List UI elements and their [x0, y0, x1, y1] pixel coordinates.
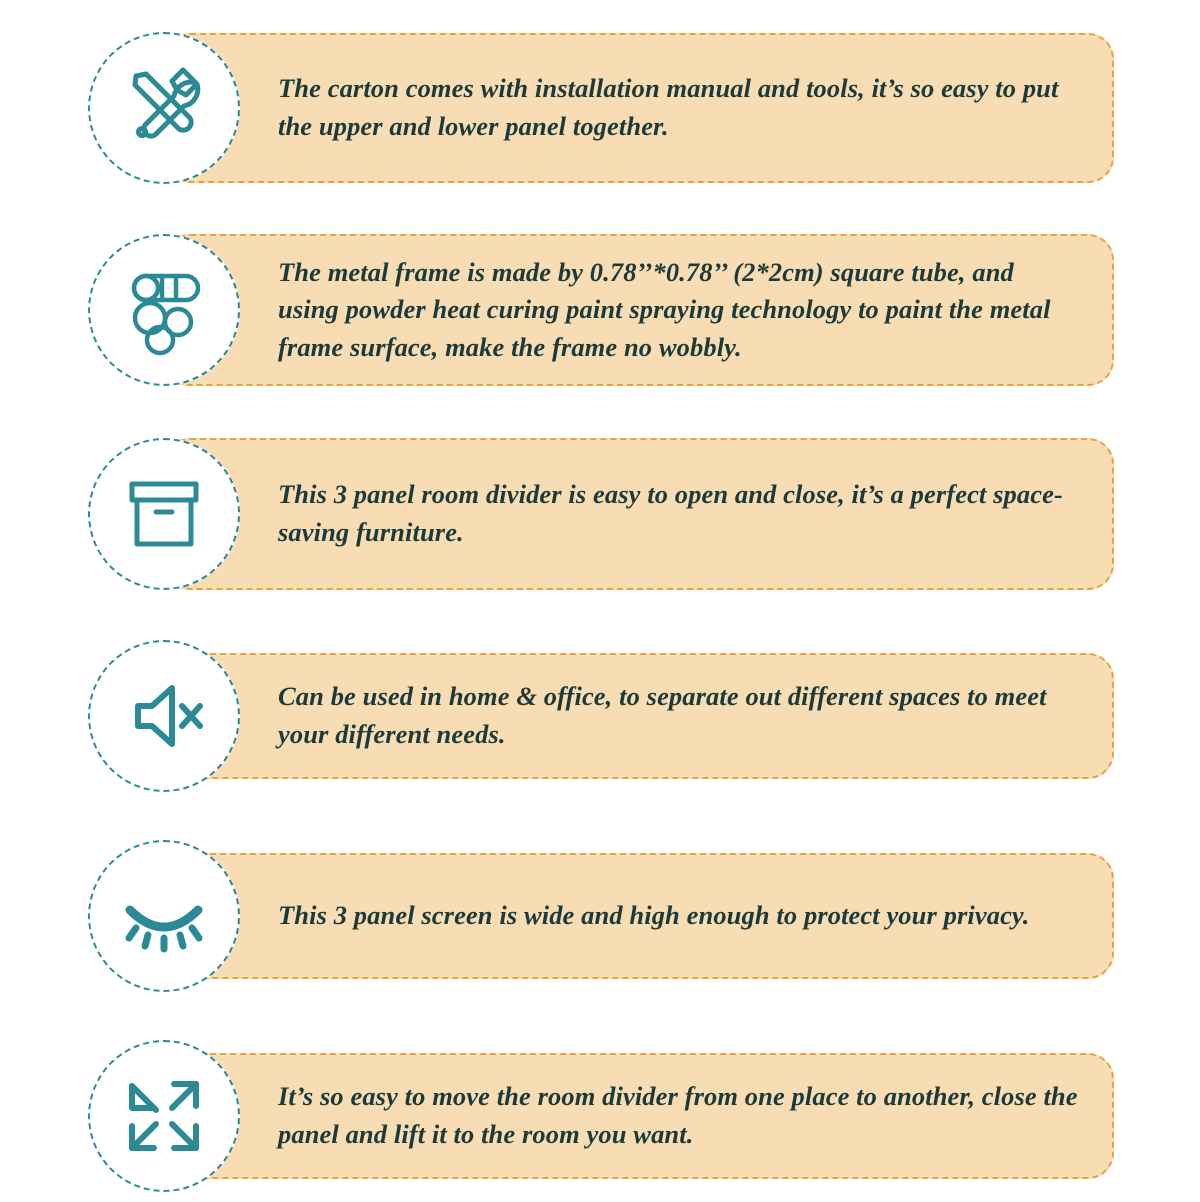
- folding-box-icon: [88, 438, 240, 590]
- mute-speaker-icon: [88, 640, 240, 792]
- feature-bubble: [164, 33, 1114, 183]
- feature-row: [0, 22, 1200, 194]
- feature-text: Can be used in home & office, to separate out different spaces to meet your different needs.: [278, 681, 1047, 749]
- feature-text: The metal frame is made by 0.78’’*0.78’’ (2*2cm) square tube, and using powder heat curing paint spraying technology to paint the metal frame surface, make the frame no wobbly.: [278, 256, 1051, 362]
- tools-wrench-screwdriver-icon: [88, 32, 240, 184]
- feature-bubble: [164, 853, 1114, 979]
- feature-text: This 3 panel screen is wide and high enough to protect your privacy.: [278, 900, 1030, 931]
- collapse-arrows-icon: [88, 1040, 240, 1192]
- feature-row: [0, 1030, 1200, 1202]
- feature-row: [0, 222, 1200, 398]
- feature-text: It’s so easy to move the room divider from one place to another, close the panel and lift it to the room you want.: [278, 1081, 1078, 1149]
- feature-row: [0, 630, 1200, 802]
- feature-bubble: [164, 234, 1114, 386]
- closed-eye-privacy-icon: [88, 840, 240, 992]
- feature-bubble: [164, 1053, 1114, 1179]
- metal-tubes-stack-icon: [88, 234, 240, 386]
- feature-bubble: [164, 438, 1114, 590]
- feature-bubble: [164, 653, 1114, 779]
- feature-row: [0, 830, 1200, 1002]
- feature-text: The carton comes with installation manual and tools, it’s so easy to put the upper and lower panel together.: [278, 73, 1059, 141]
- feature-row: [0, 426, 1200, 602]
- feature-text: This 3 panel room divider is easy to open and close, it’s a perfect space-saving furniture.: [278, 479, 1063, 547]
